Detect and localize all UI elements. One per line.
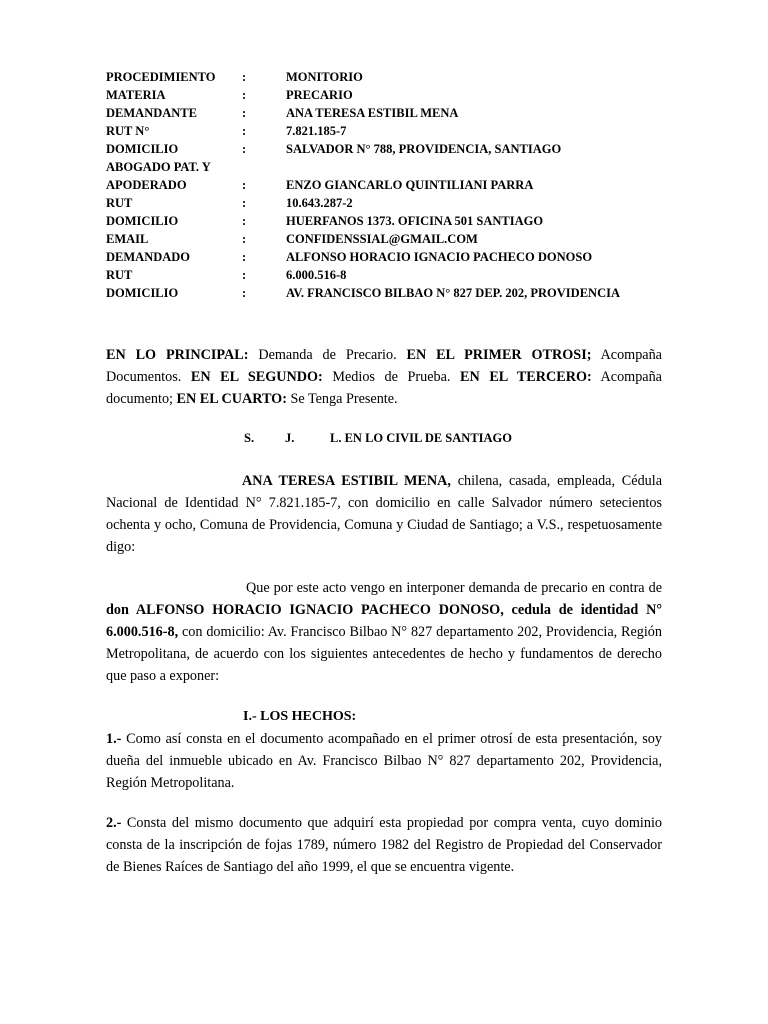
intro-paragraph <box>106 470 662 558</box>
fact-text: Como así consta en el documento acompañado en el primer otrosí de esta presentación, soy dueña del inmueble ubicado en Av. Francisco Bilbao N° 827 departamento 202, Providencia, Región Metropolitana. <box>106 731 662 791</box>
plaintiff-name: ANA TERESA ESTIBIL MENA, <box>242 473 451 489</box>
header-label: DEMANDADO <box>106 250 191 264</box>
header-colon: : <box>242 124 247 138</box>
header-value: AV. FRANCISCO BILBAO N° 827 DEP. 202, PROVIDENCIA <box>286 286 620 300</box>
court-l: L. EN LO CIVIL DE SANTIAGO <box>330 431 512 445</box>
header-colon: : <box>242 70 247 84</box>
header-value: HUERFANOS 1373. OFICINA 501 SANTIAGO <box>286 214 544 228</box>
header-colon: : <box>242 214 247 228</box>
header-colon: : <box>242 178 247 192</box>
header-row <box>106 176 666 194</box>
header-row <box>106 140 666 158</box>
header-colon: : <box>242 88 247 102</box>
header-colon: : <box>242 250 247 264</box>
header-colon: : <box>242 232 247 246</box>
fact-paragraph <box>106 812 662 878</box>
header-value: 10.643.287-2 <box>286 196 353 210</box>
sumilla-principal: EN LO PRINCIPAL: <box>106 347 249 363</box>
sumilla-text: Medios de Prueba. <box>322 369 461 385</box>
header-value: 6.000.516-8 <box>286 268 347 282</box>
header-row <box>106 194 666 212</box>
header-label: EMAIL <box>106 232 149 246</box>
header-label: DOMICILIO <box>106 286 179 300</box>
sumilla-segundo: EN EL SEGUNDO: <box>190 369 323 385</box>
header-label: DEMANDANTE <box>106 106 197 120</box>
header-row <box>106 266 666 284</box>
header-value: CONFIDENSSIAL@GMAIL.COM <box>286 232 478 246</box>
header-row <box>106 122 666 140</box>
header-label: ABOGADO PAT. Y <box>106 160 211 174</box>
sumilla-primer-otrosi: EN EL PRIMER OTROSI; <box>406 347 592 363</box>
demand-text: Que por este acto vengo en interponer demanda de precario en contra de <box>246 580 662 596</box>
header-label: DOMICILIO <box>106 142 179 156</box>
header-row <box>106 104 666 122</box>
defendant-name: don ALFONSO HORACIO IGNACIO PACHECO DONOSO, cedula de identidad N° 6.000.516-8, <box>106 602 662 640</box>
sumilla-text: Acompaña Documentos. <box>106 347 662 385</box>
fact-paragraph <box>106 728 662 794</box>
section-title: I.- LOS HECHOS: <box>243 709 357 724</box>
sumilla-paragraph <box>106 344 662 410</box>
header-label: RUT <box>106 268 133 282</box>
header-value: 7.821.185-7 <box>286 124 347 138</box>
header-row <box>106 230 666 248</box>
header-value: MONITORIO <box>286 70 363 84</box>
sumilla-cuarto: EN EL CUARTO: <box>176 391 287 407</box>
demand-paragraph <box>106 577 662 687</box>
header-label: APODERADO <box>106 178 187 192</box>
fact-number: 2.- <box>106 815 122 831</box>
header-value: SALVADOR N° 788, PROVIDENCIA, SANTIAGO <box>286 142 562 156</box>
header-colon: : <box>242 106 247 120</box>
court-j: J. <box>285 431 295 445</box>
demand-text: con domicilio: Av. Francisco Bilbao N° 827 departamento 202, Providencia, Región Metropolitana, de acuerdo con los siguientes antecedentes de hecho y fundamentos de derecho que paso a exponer: <box>106 624 662 684</box>
sumilla-text: Demanda de Precario. <box>248 347 407 363</box>
header-colon: : <box>242 142 247 156</box>
header-label: RUT <box>106 196 133 210</box>
header-value: ALFONSO HORACIO IGNACIO PACHECO DONOSO <box>286 250 593 264</box>
sumilla-text: Acompaña documento; <box>106 369 662 407</box>
header-row <box>106 68 666 86</box>
header-row <box>106 248 666 266</box>
sumilla-tercero: EN EL TERCERO: <box>460 369 592 385</box>
header-colon: : <box>242 268 247 282</box>
header-row <box>106 284 666 302</box>
intro-text: chilena, casada, empleada, Cédula Nacional de Identidad N° 7.821.185-7, con domicilio en calle Salvador número setecientos ochenta y ocho, Comuna de Providencia, Comuna y Ciudad de Santiago; a V.S., respetuosamente digo: <box>106 473 662 555</box>
header-row <box>106 158 666 176</box>
header-label: RUT N° <box>106 124 150 138</box>
header-label: DOMICILIO <box>106 214 179 228</box>
court-s: S. <box>244 431 255 445</box>
case-header <box>106 68 666 302</box>
header-label: PROCEDIMIENTO <box>106 70 216 84</box>
court-heading <box>244 431 512 446</box>
header-value: PRECARIO <box>286 88 353 102</box>
fact-text: Consta del mismo documento que adquirí esta propiedad por compra venta, cuyo dominio consta de la inscripción de fojas 1789, número 1982 del Registro de Propiedad del Conservador de Bienes Raíces de Santiago del año 1999, el que se encuentra vigente. <box>106 815 662 875</box>
header-value: ENZO GIANCARLO QUINTILIANI PARRA <box>286 178 534 192</box>
header-value: ANA TERESA ESTIBIL MENA <box>286 106 459 120</box>
header-colon: : <box>242 196 247 210</box>
fact-number: 1.- <box>106 731 122 747</box>
header-colon: : <box>242 286 247 300</box>
header-label: MATERIA <box>106 88 166 102</box>
header-row <box>106 212 666 230</box>
header-row <box>106 86 666 104</box>
sumilla-text: Se Tenga Presente. <box>286 391 398 407</box>
